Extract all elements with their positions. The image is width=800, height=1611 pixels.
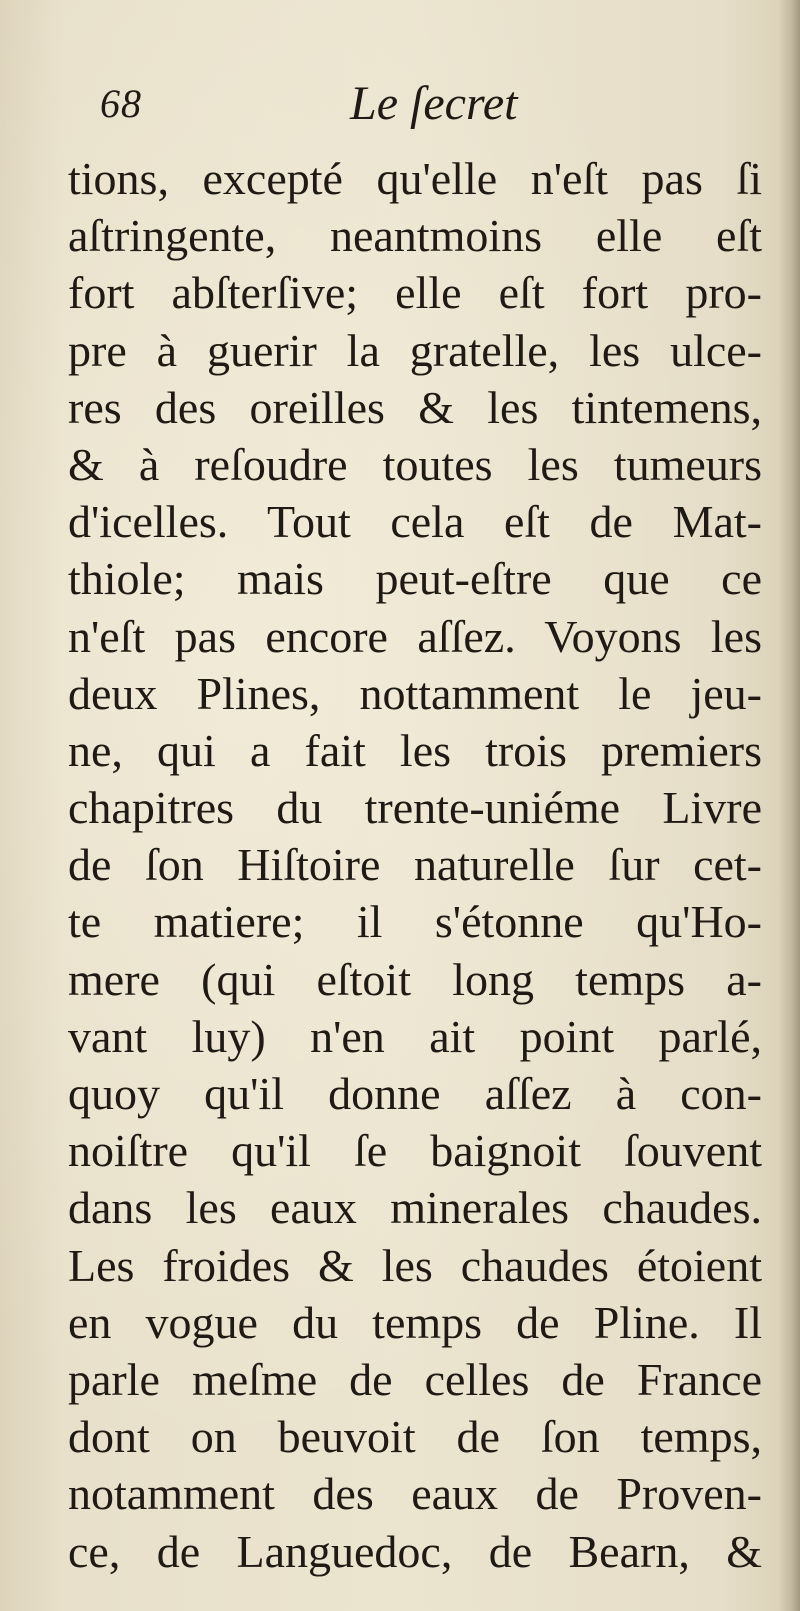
text-line: dont on beuvoit de ſon temps, <box>68 1411 762 1463</box>
text-line: fort abſterſive; elle eſt fort pro- <box>68 267 762 319</box>
page-gutter-shadow <box>778 0 800 1611</box>
text-line: res des oreilles & les tintemens, <box>68 381 762 433</box>
text-line: pre à guerir la gratelle, les ulce- <box>68 324 762 376</box>
text-line: aſtringente, neantmoins elle eſt <box>68 210 762 262</box>
text-line: en vogue du temps de Pline. Il <box>68 1296 762 1348</box>
running-title: Le ſecret <box>350 77 518 130</box>
text-line: tions, excepté qu'elle n'eſt pas ſi <box>68 153 762 204</box>
text-line: de ſon Hiſtoire naturelle ſur cet- <box>68 839 762 891</box>
text-line: deux Plines, nottamment le jeu- <box>68 667 762 719</box>
text-line: Les froides & les chaudes étoient <box>68 1239 762 1291</box>
text-line: ne, qui a fait les trois premiers <box>68 724 762 776</box>
text-line: chapitres du trente-uniéme Livre <box>68 782 762 834</box>
text-line: n'eſt pas encore aſſez. Voyons les <box>68 610 762 662</box>
text-line: vant luy) n'en ait point parlé, <box>68 1010 762 1062</box>
text-line: mere (qui eſtoit long temps a- <box>68 953 762 1005</box>
text-line: quoy qu'il donne aſſez à con- <box>68 1068 762 1119</box>
text-line: dans les eaux minerales chaudes. <box>68 1182 762 1234</box>
text-line: d'icelles. Tout cela eſt de Mat- <box>68 496 762 548</box>
text-line: & à reſoudre toutes les tumeurs <box>68 438 762 490</box>
page-number: 68 <box>100 81 142 126</box>
text-line: ce, de Languedoc, de Bearn, & <box>68 1525 762 1577</box>
text-line: parle meſme de celles de France <box>68 1353 762 1405</box>
page-header <box>100 76 700 146</box>
body-text <box>68 150 762 1580</box>
text-line: notamment des eaux de Proven- <box>68 1468 762 1520</box>
text-line: noiſtre qu'il ſe baignoit ſouvent <box>68 1125 762 1177</box>
text-line: te matiere; il s'étonne qu'Ho- <box>68 896 762 948</box>
text-line: thiole; mais peut-eſtre que ce <box>68 553 762 605</box>
